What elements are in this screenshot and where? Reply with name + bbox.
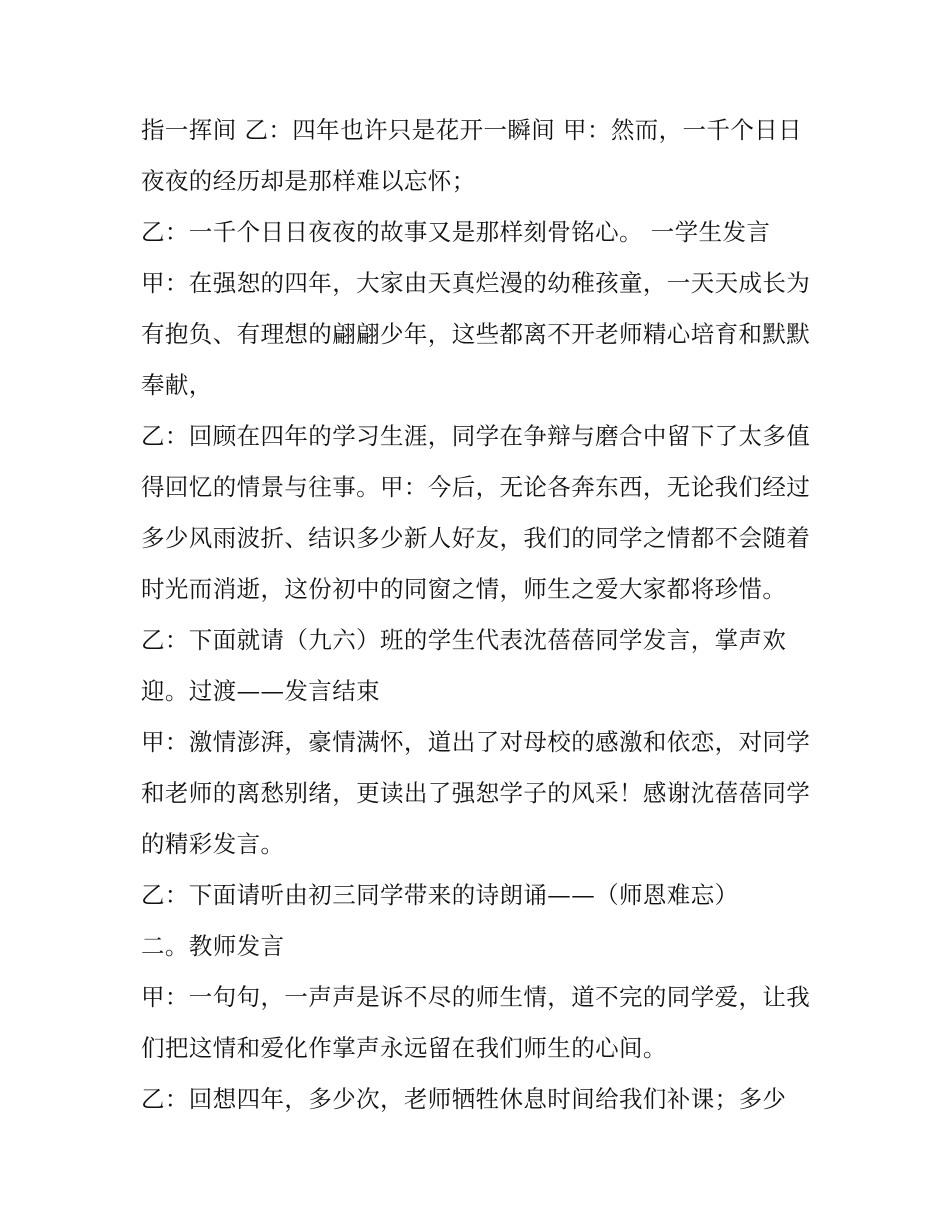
paragraph-1: 指一挥间 乙：四年也许只是花开一瞬间 甲：然而，一千个日日夜夜的经历却是那样难以忘怀； [141,116,803,195]
paragraph-6: 乙：下面请听由初三同学带来的诗朗诵——（师恩难忘） [141,881,739,909]
paragraph-4: 乙：回顾在四年的学习生涯，同学在争辩与磨合中留下了太多值得回忆的情景与往事。甲：今后，无论各奔东西，无论我们经过多少风雨波折、结识多少新人好友，我们的同学之情都不会随着时光而消逝，这份初中的同窗之情，师生之爱大家都将珍惜。乙：下面就请（九六）班的学生代表沈蓓蓓同学发言，掌声欢迎。过渡——发言结束 [141,422,811,705]
paragraph-3: 甲：在强恕的四年，大家由天真烂漫的幼稚孩童，一天天成长为有抱负、有理想的翩翩少年，这些都离不开老师精心培育和默默奉献， [141,269,811,399]
paragraph-5: 甲：激情澎湃，豪情满怀，道出了对母校的感激和依恋，对同学和老师的离愁别绪，更读出了强恕学子的风采！感谢沈蓓蓓同学的精彩发言。 [141,728,811,858]
paragraph-7: 甲：一句句，一声声是诉不尽的师生情，道不完的同学爱，让我们把这情和爱化作掌声永远留在我们师生的心间。 [141,983,811,1062]
document-body [141,105,816,1125]
paragraph-2: 乙：一千个日日夜夜的故事又是那样刻骨铭心。 一学生发言 [141,218,771,246]
paragraph-8: 乙：回想四年，多少次，老师牺牲休息时间给我们补课；多少 [141,1085,787,1113]
section-heading-teacher-speech: 二。教师发言 [141,932,285,960]
